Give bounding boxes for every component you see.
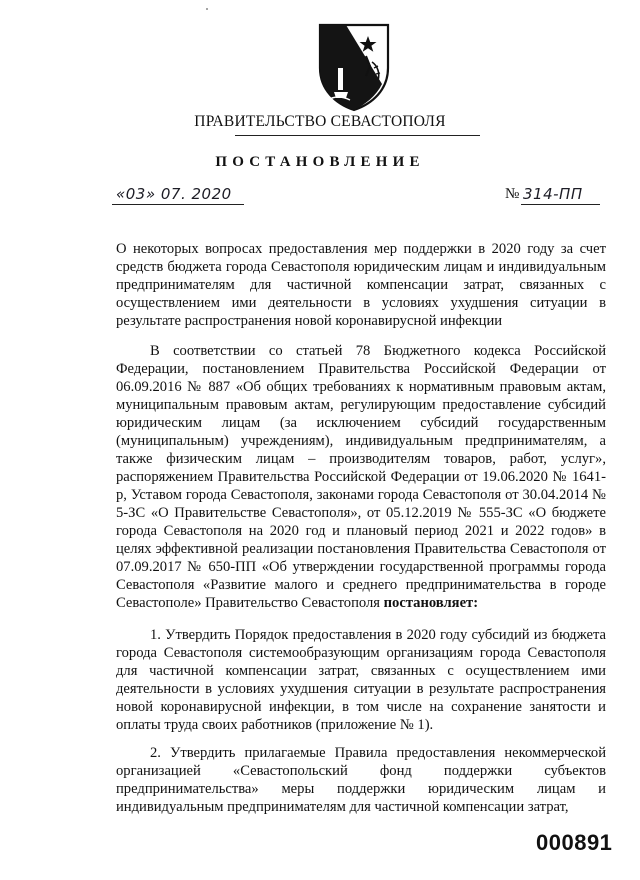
serial-number: 000891 (536, 830, 613, 855)
decree-word: постановляет: (383, 595, 479, 611)
date-underline (112, 204, 244, 205)
preamble-paragraph (116, 342, 606, 612)
number-underline (521, 204, 600, 205)
decree-date (112, 185, 244, 205)
decree-date-value: «03» 07. 2020 (116, 185, 232, 203)
decree-number-value: 314-ПП (523, 185, 583, 203)
document-type-heading: ПОСТАНОВЛЕНИЕ (215, 154, 425, 170)
scan-speck (206, 8, 208, 10)
title-underline (235, 135, 480, 136)
preamble-text: В соответствии со статьей 78 Бюджетного кодекса Российской Федерации, постановлением Правительства Российской Федерации от 06.09.2016 № 887 «Об общих требованиях к нормативным правовым актам, муниципальным правовым актам, регулирующим предоставление субсидий юридическим лицам (за исключением субсидий государственным (муниципальным) учреждениям), индивидуальным предпринимателям, а также физическим лицам – производителям товаров, работ, услуг», распоряжением Правительства Российской Федерации от 19.06.2020 № 1641-р, Уставом города Севастополя, законами города Севастополя от 30.04.2014 № 5-ЗС «О Правительстве Севастополя», от 05.12.2019 № 555-ЗС «О бюджете города Севастополя на 2020 год и плановый период 2021 и 2022 годов» в целях эффективной реализации постановления Правительства Севастополя от 07.09.2017 № 650-ПП «Об утверждении государственной программы города Севастополя «Развитие малого и среднего предпринимательства в городе Севастополе» Правительство Севастополя (116, 343, 606, 611)
decree-item-2: 2. Утвердить прилагаемые Правила предоставления некоммерческой организацией «Севастопольский фонд поддержки субъектов предпринимательства» меры поддержки юридическим лицам и индивидуальным предпринимателям для частичной компенсации затрат, (116, 745, 606, 815)
decree-subject: О некоторых вопросах предоставления мер поддержки в 2020 году за счет средств бюджета города Севастополя юридическим лицам и индивидуальным предпринимателям для частичной компенсации затрат, связанных с осуществлением ими деятельности в условиях ухудшения ситуации в результате распространения новой коронавирусной инфекции (116, 241, 606, 329)
decree-number (505, 185, 600, 205)
government-title: ПРАВИТЕЛЬСТВО СЕВАСТОПОЛЯ (194, 113, 446, 130)
decree-item-1: 1. Утвердить Порядок предоставления в 2020 году субсидий из бюджета города Севастополя системообразующим организациям города Севастополя для частичной компенсации затрат, связанных с осуществлением ими деятельности в условиях ухудшения ситуации в результате распространения новой коронавирусной инфекции, в том числе на сохранение занятости и оплаты труда своих работников (приложение № 1). (116, 627, 606, 733)
number-sign: № (505, 186, 520, 202)
coat-of-arms-icon (316, 22, 392, 112)
